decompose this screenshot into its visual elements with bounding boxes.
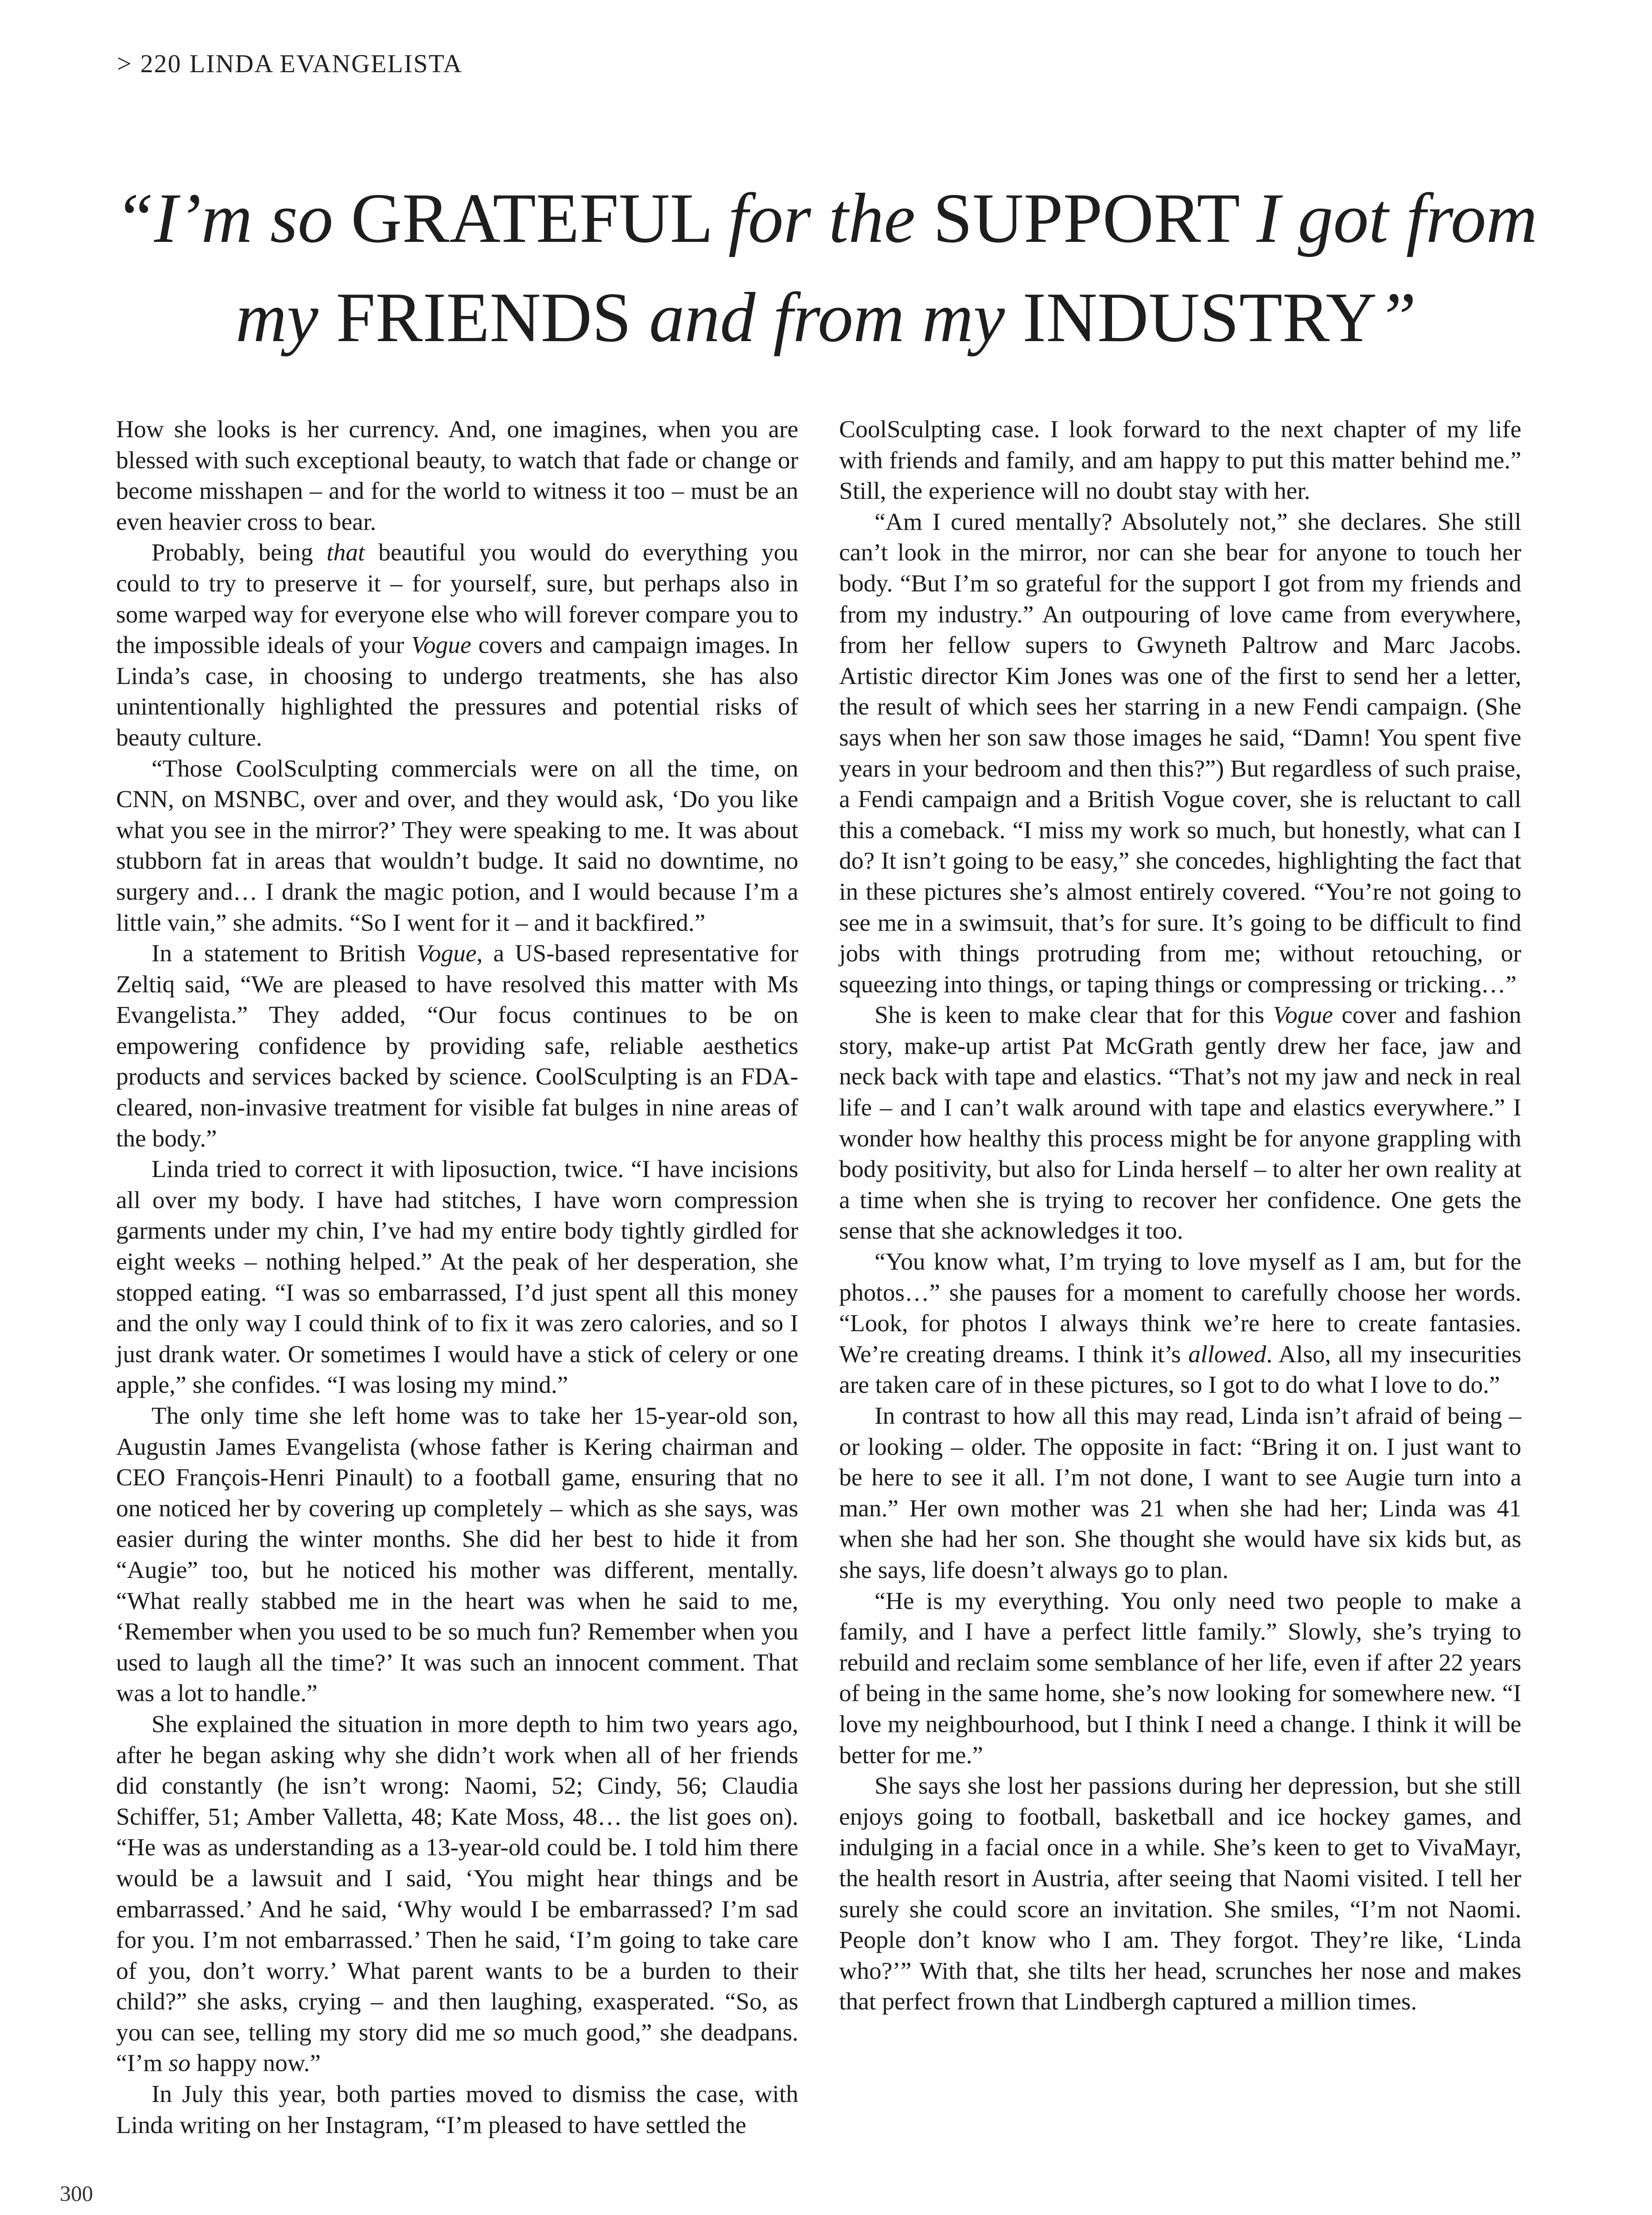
text-run: cover and fashion story, make-up artist Pat McGrath gently drew her face, jaw and neck back with tape and elastics. “That’s not my jaw and neck in real life – and I can’t walk around with tape and elastics everywhere.” I wonder how healthy this process might be for anyone grappling with body positivity, but also for Linda herself – to alter her own reality at a time when she is trying to recover her confidence. One gets the sense that she acknowledges it too. bbox=[839, 1002, 1521, 1245]
running-head bbox=[117, 49, 463, 78]
italic-text: so bbox=[493, 2019, 515, 2046]
text-run: , a US-based representative for Zeltiq said, “We are pleased to have resolved this matter with Ms Evangelista.” They added, “Our focus continues to be on empowering confidence by providing safe, reliable aesthetics products and services backed by science. CoolSculpting is an FDA-cleared, non-invasive treatment for visible fat bulges in nine areas of the body.” bbox=[116, 940, 798, 1152]
pull-quote-line-1 bbox=[80, 168, 1572, 268]
text-run: She explained the situation in more depth to him two years ago, after he began asking why she didn’t work when all of her friends did constantly (he isn’t wrong: Naomi, 52; Cindy, 56; Claudia Schiffer, 51; Amber Valletta, 48; Kate Moss, 48… the list goes on). “He was as understanding as a 13-year-old could be. I told him there would be a lawsuit and I said, ‘You might hear things and be embarrassed.’ And he said, ‘Why would I be embarrassed? I’m sad for you. I’m not embarrassed.’ Then he said, ‘I’m going to take care of you, don’t worry.’ What parent wants to be a burden to their child?” she asks, crying – and then laughing, exasperated. “So, as you can see, telling my story did me bbox=[116, 1710, 798, 2046]
pull-quote-segment: I got from bbox=[1256, 179, 1538, 257]
article-body bbox=[116, 414, 1521, 2146]
paragraph: In July this year, both parties moved to dismiss the case, with Linda writing on her Instagram, “I’m pleased to have settled the bbox=[116, 2081, 798, 2139]
text-run: happy now.” bbox=[190, 2050, 321, 2077]
paragraph: In contrast to how all this may read, Linda isn’t afraid of being – or looking – older. The opposite in fact: “Bring it on. I just want to be here to see it all. I’m not done, I want to see Augie turn into a man.” Her own mother was 21 when she had her; Linda was 41 when she had her son. She thought she would have six kids but, as she says, life doesn’t always go to plan. bbox=[839, 1403, 1521, 1584]
italic-text: so bbox=[168, 2050, 191, 2077]
italic-text: that bbox=[327, 539, 365, 567]
paragraph: How she looks is her currency. And, one imagines, when you are blessed with such exceptional beauty, to watch that fade or change or become misshapen – and for the world to witness it too – must be an even heavier cross to bear. bbox=[116, 416, 798, 536]
paragraph bbox=[116, 537, 798, 753]
paragraph bbox=[116, 1709, 798, 2079]
paragraph: “Am I cured mentally? Absolutely not,” she declares. She still can’t look in the mirror, nor can she bear for anyone to touch her body. “But I’m so grateful for the support I got from my friends and from my industry.” An outpouring of love came from everywhere, from her fellow supers to Gwyneth Paltrow and Marc Jacobs. Artistic director Kim Jones was one of the first to send her a letter, the result of which sees her starring in a new Fendi campaign. (She says when her son saw those images he said, “Damn! You spent five years in your bedroom and then this?”) But regardless of such praise, a Fendi campaign and a British Vogue cover, she is reluctant to call this a comeback. “I miss my work so much, but honestly, what can I do? It isn’t going to be easy,” she concedes, highlighting the fact that in these pictures she’s almost entirely covered. “You’re not going to see me in a swimsuit, that’s for sure. It’s going to be difficult to find jobs with things protruding from me; without retouching, or squeezing into things, or taping things or compressing or tricking…” bbox=[839, 508, 1521, 998]
pull-quote-segment: ” bbox=[1377, 278, 1417, 357]
paragraph: CoolSculpting case. I look forward to the next chapter of my life with friends and family, and am happy to put this matter behind me.” Still, the experience will no doubt stay with her. bbox=[839, 416, 1521, 505]
paragraph: She says she lost her passions during her depression, but she still enjoys going to football, basketball and ice hockey games, and indulging in a facial once in a while. She’s keen to get to VivaMayr, the health resort in Austria, after seeing that Naomi visited. I tell her surely she could score an invitation. She smiles, “I’m not Naomi. People don’t know who I am. They forgot. They’re like, ‘Linda who?’” With that, she tilts her head, scrunches her nose and makes that perfect frown that Lindbergh captured a million times. bbox=[839, 1772, 1521, 2016]
paragraph: “He is my everything. You only need two people to make a family, and I have a perfect little family.” Slowly, she’s trying to rebuild and reclaim some semblance of her life, even if after 22 years of being in the same home, she’s now looking for somewhere new. “I love my neighbourhood, but I think I need a change. I think it will be better for me.” bbox=[839, 1587, 1521, 1769]
italic-text: Vogue bbox=[1273, 1002, 1333, 1029]
text-run: Probably, being bbox=[152, 539, 327, 567]
pull-quote-segment: “I’m so bbox=[114, 179, 351, 257]
pull-quote-line-2 bbox=[80, 268, 1572, 367]
text-run: beautiful you would do everything you could to try to preserve it – for yourself, sure, but perhaps also in some warped way for everyone else who will forever compare you to the impossible ideals of your bbox=[116, 539, 798, 659]
article-column-right bbox=[839, 414, 1521, 2146]
pull-quote-segment: INDUSTRY bbox=[1022, 278, 1377, 357]
pull-quote-segment: FRIENDS bbox=[336, 278, 649, 357]
pull-quote-segment: GRATEFUL bbox=[351, 179, 728, 257]
pull-quote-segment: for the bbox=[728, 179, 933, 257]
text-run: covers and campaign images. In Linda’s case, in choosing to undergo treatments, she has also unintentionally highlighted the pressures and potential risks of beauty culture. bbox=[116, 632, 798, 751]
pull-quote-segment: and from my bbox=[649, 278, 1023, 357]
running-head-marker: > bbox=[117, 49, 132, 78]
article-column-left bbox=[116, 414, 798, 2146]
text-run: . Also, all my insecurities are taken care of in these pictures, so I got to do what I love to do.” bbox=[839, 1341, 1522, 1399]
pull-quote-segment: SUPPORT bbox=[933, 179, 1257, 257]
running-head-page-ref: 220 bbox=[140, 49, 182, 78]
paragraph: Linda tried to correct it with liposuction, twice. “I have incisions all over my body. I have had stitches, I have worn compression garments under my chin, I’ve had my entire body tightly girdled for eight weeks – nothing helped.” At the peak of her desperation, she stopped eating. “I was so embarrassed, I’d just spent all this money and the only way I could think of to fix it was zero calories, and so I just drank water. Or sometimes I would have a stick of celery or one apple,” she confides. “I was losing my mind.” bbox=[116, 1156, 798, 1399]
text-run: In a statement to British bbox=[152, 940, 416, 968]
page-number: 300 bbox=[60, 2181, 93, 2206]
paragraph bbox=[839, 1247, 1521, 1401]
running-head-name: LINDA EVANGELISTA bbox=[189, 49, 463, 78]
italic-text: Vogue bbox=[411, 632, 471, 659]
paragraph: The only time she left home was to take her 15-year-old son, Augustin James Evangelista (whose father is Kering chairman and CEO François-Henri Pinault) to a football game, ensuring that no one noticed her by covering up completely – which as she says, was easier during the winter months. She did her best to hide it from “Augie” too, but he noticed his mother was different, mentally. “What really stabbed me in the heart was when he said to me, ‘Remember when you used to be so much fun? Remember when you used to laugh all the time?’ It was such an innocent comment. That was a lot to handle.” bbox=[116, 1403, 798, 1707]
text-run: much good,” she deadpans. “I’m bbox=[116, 2019, 798, 2077]
italic-text: allowed bbox=[1188, 1341, 1267, 1368]
italic-text: Vogue bbox=[416, 940, 477, 968]
pull-quote bbox=[80, 168, 1572, 367]
text-run: She is keen to make clear that for this bbox=[875, 1002, 1273, 1029]
pull-quote-segment: my bbox=[235, 278, 336, 357]
paragraph bbox=[839, 1000, 1521, 1247]
text-run: “You know what, I’m trying to love myself as I am, but for the photos…” she pauses for a moment to carefully choose her words. “Look, for photos I always think we’re here to create fantasies. We’re creating dreams. I think it’s bbox=[839, 1248, 1521, 1368]
paragraph bbox=[116, 938, 798, 1154]
paragraph: “Those CoolSculpting commercials were on all the time, on CNN, on MSNBC, over and over, and they would ask, ‘Do you like what you see in the mirror?’ They were speaking to me. It was about stubborn fat in areas that wouldn’t budge. It said no downtime, no surgery and… I drank the magic potion, and I would because I’m a little vain,” she admits. “So I went for it – and it backfired.” bbox=[116, 755, 798, 937]
